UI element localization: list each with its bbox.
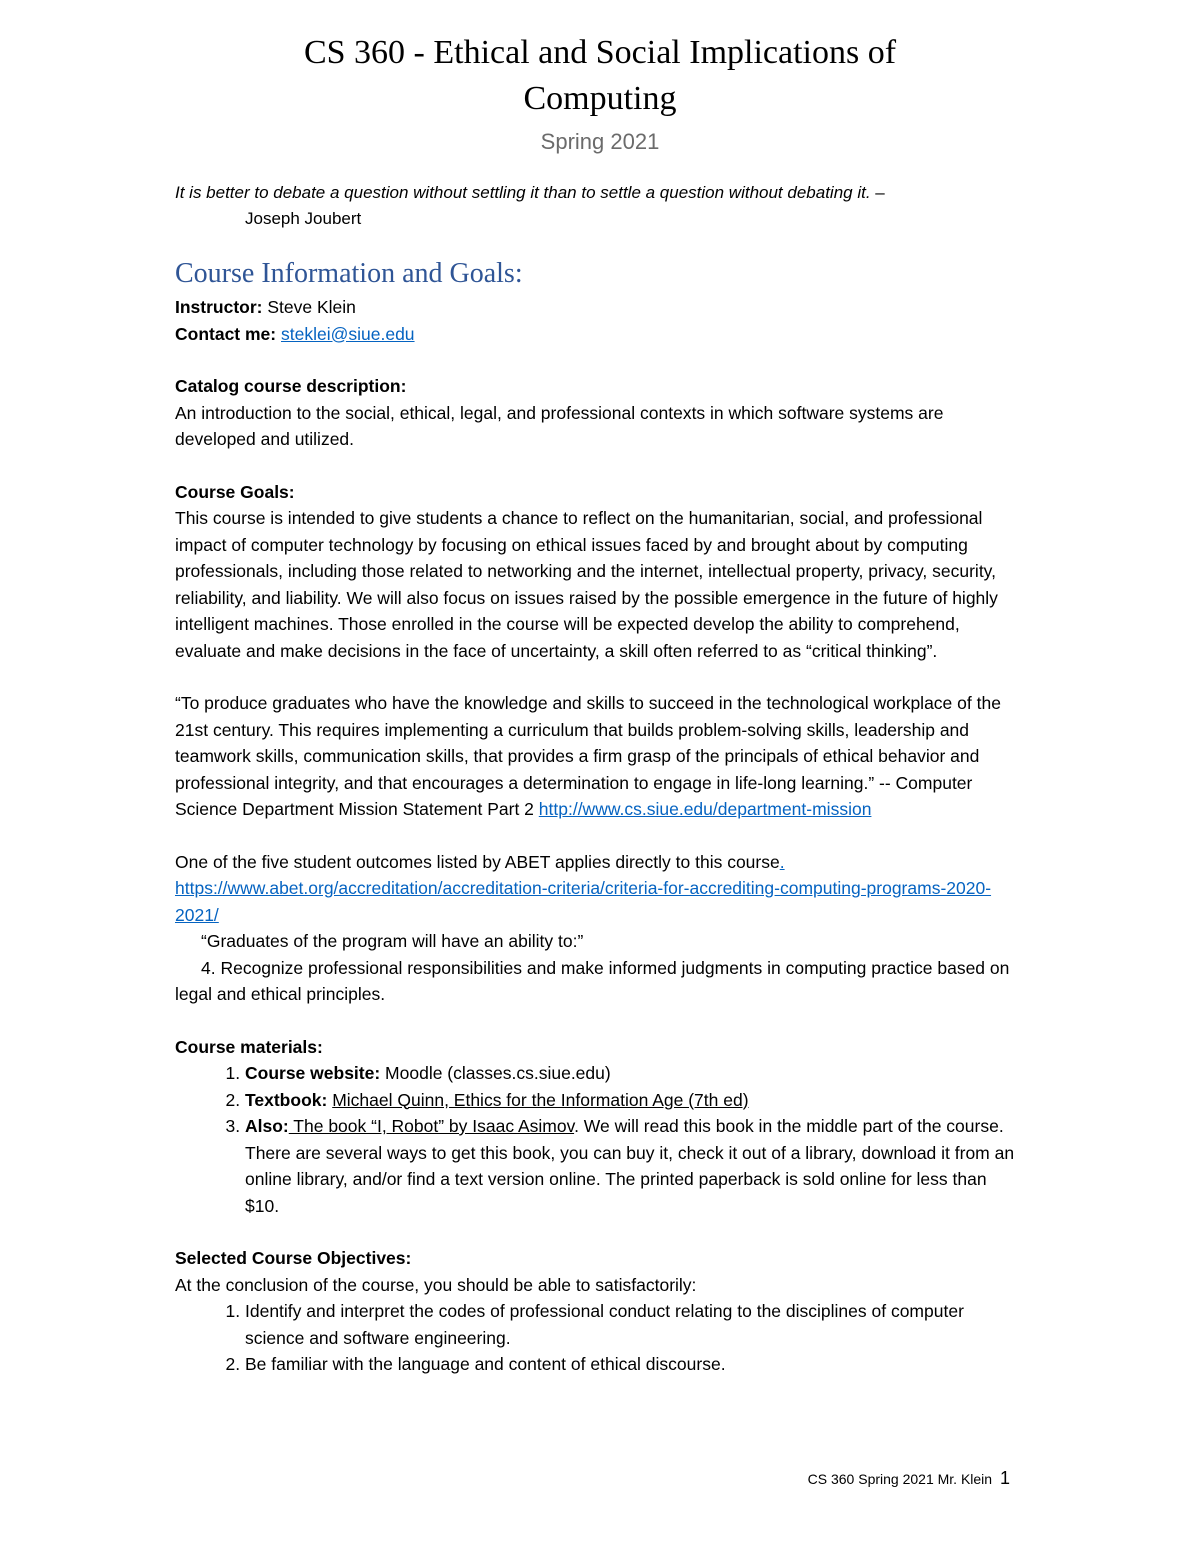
title-line-1: CS 360 - Ethical and Social Implications of	[303, 34, 897, 71]
epigraph-author: Joseph Joubert	[245, 209, 362, 228]
document-page	[175, 30, 1025, 1378]
abet-link[interactable]: https://www.abet.org/accreditation/accreditation-criteria/criteria-for-accrediting-computing-programs-2020-2021/	[175, 878, 992, 925]
catalog-label: Catalog course description:	[175, 376, 407, 396]
document-title	[175, 30, 1025, 122]
instructor-line	[175, 294, 1025, 321]
materials-item-underlined: The book “I, Robot” by Isaac Asimov	[288, 1116, 575, 1136]
section-heading-course-info: Course Information and Goals:	[175, 258, 523, 289]
footer-text: CS 360 Spring 2021 Mr. Klein	[807, 1471, 993, 1487]
title-line-2: Computing	[523, 80, 677, 117]
catalog-text: An introduction to the social, ethical, legal, and professional contexts in which software systems are developed and utilized.	[175, 402, 944, 449]
abet-period-link[interactable]: .	[779, 851, 785, 872]
abet-outcome	[175, 955, 1025, 1008]
materials-label: Course materials:	[175, 1036, 323, 1057]
contact-line	[175, 321, 1025, 348]
materials-item-label: Course website:	[245, 1063, 381, 1083]
epigraph	[175, 180, 1025, 206]
contact-email-link[interactable]: steklei@siue.edu	[281, 323, 415, 344]
objectives-item: 2. Be familiar with the language and content of ethical discourse.	[245, 1351, 1025, 1378]
materials-item-text: Moodle (classes.cs.siue.edu)	[380, 1063, 611, 1083]
mission-paragraph	[175, 690, 1025, 823]
abet-paragraph	[175, 849, 1025, 929]
objectives-intro: At the conclusion of the course, you should be able to satisfactorily:	[175, 1274, 697, 1295]
materials-item-text: . We will read this book in the middle part of the course. There are several ways to get this book, you can buy it, check it out of a library, download it from an online library, and/or find a text version online. The printed paperback is sold online for less than $10.	[245, 1116, 1015, 1216]
instructor-label: Instructor:	[175, 297, 263, 317]
mission-text: “To produce graduates who have the knowledge and skills to succeed in the technological workplace of the 21st century. This requires implementing a curriculum that builds problem-solving skills, leadership and teamwork skills, communication skills, that provides a firm grasp of the principals of ethical behavior and professional integrity, and that encourages a determination to engage in life-long learning.” -- Computer Science Department Mission Statement Part 2	[175, 693, 1001, 819]
materials-item-textbook	[245, 1087, 1025, 1114]
materials-item-label: Also:	[245, 1116, 289, 1136]
contact-label: Contact me:	[175, 323, 277, 344]
abet-text: One of the five student outcomes listed by ABET applies directly to this course	[175, 851, 780, 872]
materials-item-underlined: Michael Quinn, Ethics for the Information Age (7th ed)	[332, 1089, 749, 1110]
instructor-name: Steve Klein	[262, 297, 356, 317]
term-subtitle: Spring 2021	[540, 129, 660, 154]
epigraph-text: It is better to debate a question without settling it than to settle a question without debating it.	[175, 183, 871, 202]
objectives-label: Selected Course Objectives:	[175, 1248, 412, 1268]
goals-text: This course is intended to give students a chance to reflect on the humanitarian, social, and professional impact of computer technology by focusing on ethical issues faced by and brought about by computing professionals, including those related to networking and the internet, intellectual property, privacy, security, reliability, and liability. We will also focus on issues raised by the possible emergence in the future of highly intelligent machines. Those enrolled in the course will be expected develop the ability to comprehend, evaluate and make decisions in the face of uncertainty, a skill often referred to as “critical thinking”.	[175, 508, 998, 661]
mission-link[interactable]: http://www.cs.siue.edu/department-mission	[538, 799, 872, 819]
materials-item-label: Textbook:	[245, 1089, 328, 1110]
materials-list	[175, 1060, 1025, 1219]
page-number: 1	[999, 1468, 1010, 1488]
materials-item-website	[245, 1060, 1025, 1087]
page-footer	[808, 1468, 1010, 1489]
materials-item-also	[245, 1113, 1025, 1219]
objectives-list	[175, 1298, 1025, 1378]
abet-quote: “Graduates of the program will have an ability to:”	[201, 931, 584, 951]
objectives-item: 1. Identify and interpret the codes of professional conduct relating to the disciplines of computer science and software engineering.	[245, 1298, 1025, 1351]
abet-outcome-text: 4. Recognize professional responsibilities and make informed judgments in computing practice based on legal and ethical principles.	[175, 957, 1010, 1004]
goals-label: Course Goals:	[175, 481, 295, 502]
epigraph-dash: –	[870, 183, 885, 202]
